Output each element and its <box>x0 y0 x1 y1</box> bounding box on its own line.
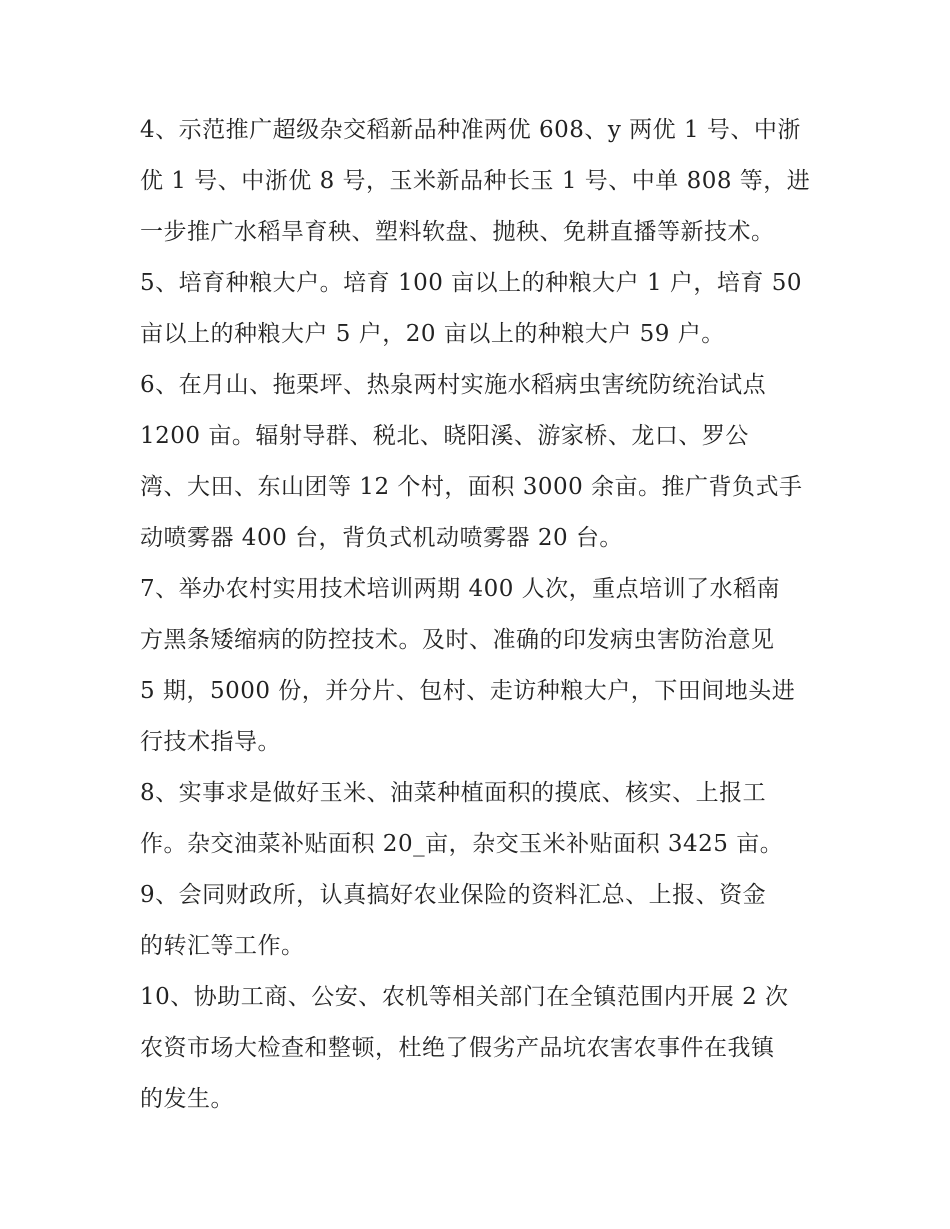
text-line: 行技术指导。 <box>140 729 281 755</box>
text-line: 方黑条矮缩病的防控技术。及时、准确的印发病虫害防治意见 <box>140 627 775 653</box>
text-line: 10、协助工商、公安、农机等相关部门在全镇范围内开展 2 次 <box>140 984 789 1010</box>
text-line: 5、培育种粮大户。培育 100 亩以上的种粮大户 1 户，培育 50 <box>140 270 802 296</box>
text-line: 6、在月山、拖栗坪、热泉两村实施水稻病虫害统防统治试点 <box>140 372 767 398</box>
text-line: 5 期，5000 份，并分片、包村、走访种粮大户，下田间地头进 <box>140 678 796 704</box>
text-line: 农资市场大检查和整顿，杜绝了假劣产品坑农害农事件在我镇 <box>140 1035 775 1061</box>
text-line: 1200 亩。辐射导群、税北、晓阳溪、游家桥、龙口、罗公 <box>140 423 749 449</box>
text-line: 优 1 号、中浙优 8 号，玉米新品种长玉 1 号、中单 808 等，进 <box>140 168 811 194</box>
text-line: 湾、大田、东山团等 12 个村，面积 3000 余亩。推广背负式手 <box>140 474 803 500</box>
text-line: 作。杂交油菜补贴面积 20_亩，杂交玉米补贴面积 3425 亩。 <box>140 831 784 857</box>
text-line: 的转汇等工作。 <box>140 933 305 959</box>
text-line: 亩以上的种粮大户 5 户，20 亩以上的种粮大户 59 户。 <box>140 321 725 347</box>
text-line: 的发生。 <box>140 1086 234 1112</box>
text-line: 一步推广水稻旱育秧、塑料软盘、抛秧、免耕直播等新技术。 <box>140 219 775 245</box>
text-line: 9、会同财政所，认真搞好农业保险的资料汇总、上报、资金 <box>140 882 767 908</box>
text-line: 8、实事求是做好玉米、油菜种植面积的摸底、核实、上报工 <box>140 780 767 806</box>
document-body <box>140 105 815 1125</box>
text-line: 4、示范推广超级杂交稻新品种准两优 608、y 两优 1 号、中浙 <box>140 117 801 143</box>
text-line: 7、举办农村实用技术培训两期 400 人次，重点培训了水稻南 <box>140 576 781 602</box>
text-line: 动喷雾器 400 台，背负式机动喷雾器 20 台。 <box>140 525 623 551</box>
